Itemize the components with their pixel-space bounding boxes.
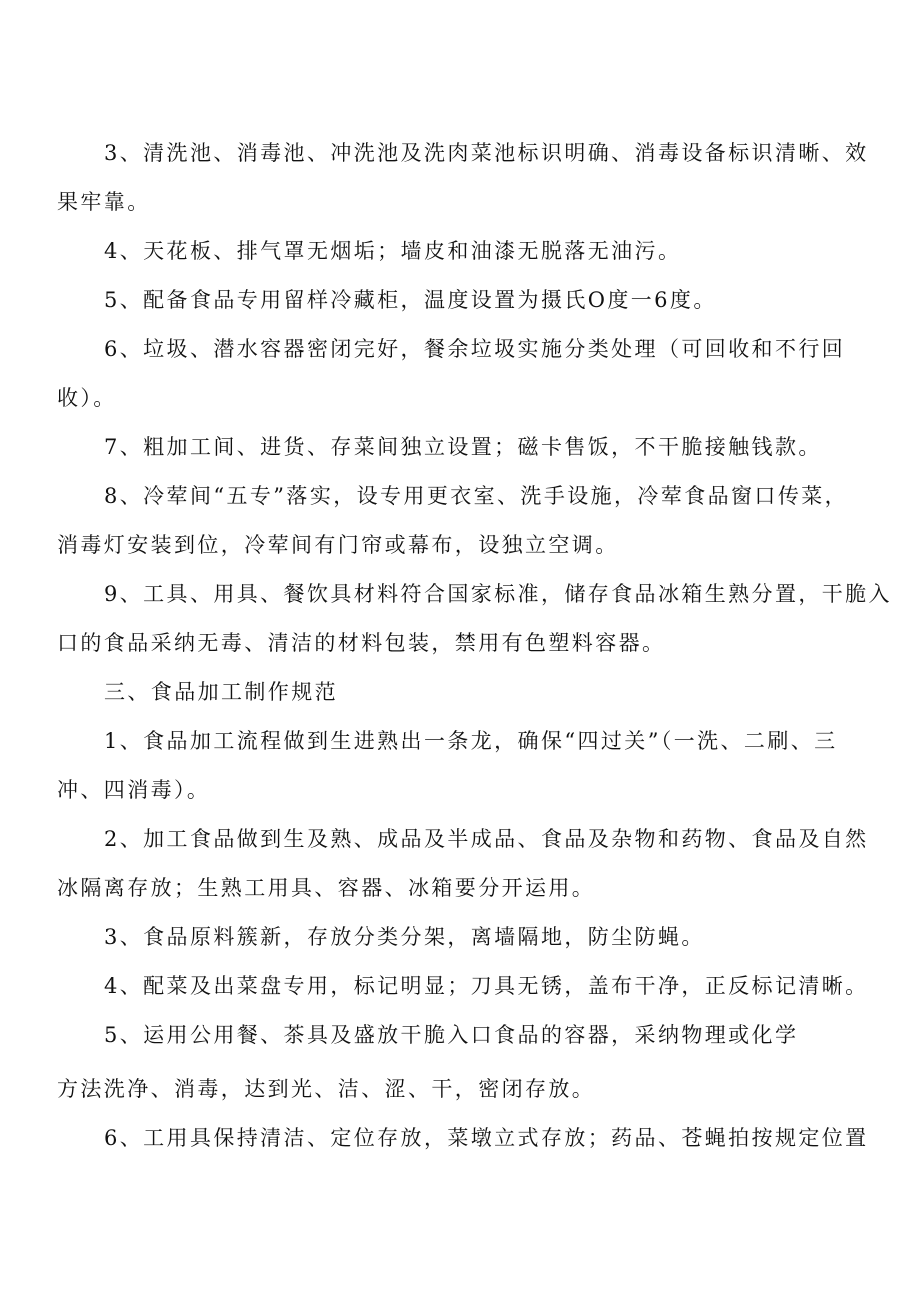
- paragraph-line: 9、工具、用具、餐饮具材料符合国家标准，储存食品冰箱生熟分置，干脆入: [104, 582, 892, 606]
- paragraph-line: 5、配备食品专用留样冷藏柜，温度设置为摄氏O度一6度。: [104, 288, 717, 312]
- paragraph-line: 4、天花板、排气罩无烟垢；墙皮和油漆无脱落无油污。: [104, 239, 682, 263]
- paragraph-line: 消毒灯安装到位，冷荤间有门帘或幕布，设独立空调。: [57, 533, 619, 557]
- paragraph-line: 冰隔离存放；生熟工用具、容器、冰箱要分开运用。: [57, 876, 596, 900]
- paragraph-line: 6、垃圾、潜水容器密闭完好，餐余垃圾实施分类处理（可回收和不行回: [104, 337, 846, 361]
- paragraph-line: 6、工用具保持清洁、定位存放，菜墩立式存放；药品、苍蝇拍按规定位置: [104, 1126, 869, 1150]
- paragraph-line: 7、粗加工间、进货、存菜间独立设置；磁卡售饭，不干脆接触钱款。: [104, 435, 822, 459]
- paragraph-line: 2、加工食品做到生及熟、成品及半成品、食品及杂物和药物、食品及自然: [104, 827, 869, 851]
- paragraph-line: 口的食品采纳无毒、清洁的材料包装，禁用有色塑料容器。: [57, 631, 666, 655]
- paragraph-line: 8、冷荤间“五专”落实，设专用更衣室、洗手设施，冷荤食品窗口传菜，: [104, 484, 849, 508]
- section-heading: 三、食品加工制作规范: [104, 680, 338, 704]
- paragraph-line: 5、运用公用餐、茶具及盛放干脆入口食品的容器，采纳物理或化学: [104, 1023, 799, 1047]
- paragraph-line: 收）。: [57, 386, 117, 410]
- paragraph-line: 方法洗净、消毒，达到光、洁、涩、干，密闭存放。: [57, 1077, 596, 1101]
- paragraph-line: 3、食品原料簇新，存放分类分架，离墙隔地，防尘防蝇。: [104, 925, 705, 949]
- paragraph-line: 3、清洗池、消毒池、冲洗池及洗肉菜池标识明确、消毒设备标识清晰、效: [104, 141, 869, 165]
- paragraph-line: 果牢靠。: [57, 190, 151, 214]
- paragraph-line: 冲、四消毒）。: [57, 778, 211, 802]
- paragraph-line: 1、食品加工流程做到生进熟出一条龙，确保“四过关”（一洗、二刷、三: [104, 729, 838, 753]
- paragraph-line: 4、配菜及出菜盘专用，标记明显；刀具无锈，盖布干净，正反标记清晰。: [104, 974, 869, 998]
